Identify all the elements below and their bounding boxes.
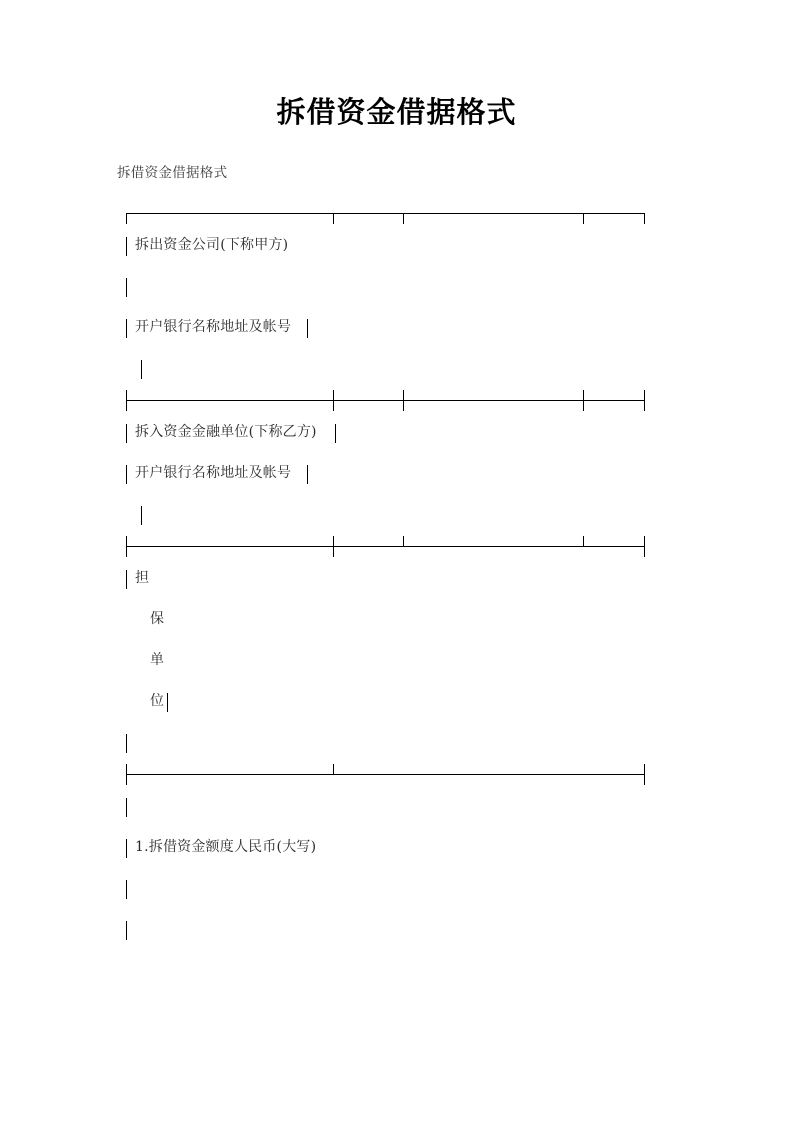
cell-border-pipe bbox=[126, 237, 127, 256]
table-row bbox=[117, 640, 677, 681]
lender-bank-label: 开户银行名称地址及帐号 bbox=[135, 319, 292, 335]
cell-border-pipe bbox=[307, 319, 308, 338]
cell-border-pipe bbox=[126, 424, 127, 443]
cell-border-pipe bbox=[126, 465, 127, 484]
rule-tick bbox=[126, 536, 127, 557]
table-row bbox=[117, 225, 677, 266]
cell-border-pipe bbox=[307, 465, 308, 484]
rule-tick bbox=[644, 213, 645, 224]
cell-border-pipe bbox=[141, 360, 142, 379]
rule-tick bbox=[333, 536, 334, 557]
rule-tick bbox=[126, 390, 127, 411]
guarantor-label-char-2: 保 bbox=[150, 611, 165, 627]
table-row bbox=[117, 453, 677, 494]
table-rule-mid-2 bbox=[117, 535, 677, 558]
rule-tick bbox=[583, 536, 584, 547]
guarantor-label-char-1: 担 bbox=[135, 570, 150, 586]
rule-tick bbox=[644, 764, 645, 785]
rule-tick bbox=[644, 390, 645, 411]
table-row-blank bbox=[117, 868, 677, 909]
cell-border-pipe bbox=[335, 424, 336, 443]
table-row-blank bbox=[117, 786, 677, 827]
rule-tick bbox=[126, 213, 127, 224]
cell-border-pipe bbox=[126, 839, 127, 858]
amount-clause-label: 1.拆借资金额度人民币(大写) bbox=[135, 839, 317, 855]
cell-border-pipe bbox=[141, 506, 142, 525]
table-row bbox=[117, 681, 677, 722]
table-row bbox=[117, 558, 677, 599]
cell-border-pipe bbox=[126, 734, 127, 753]
cell-border-pipe bbox=[126, 570, 127, 589]
cell-border-pipe bbox=[126, 319, 127, 338]
rule-line bbox=[126, 546, 645, 547]
document-body bbox=[117, 162, 677, 950]
rule-line bbox=[126, 400, 645, 401]
table-row-blank bbox=[117, 909, 677, 950]
table-rule-top bbox=[117, 202, 677, 225]
table-row bbox=[117, 412, 677, 453]
table-row-blank bbox=[117, 722, 677, 763]
rule-line bbox=[126, 213, 645, 214]
table-row-blank bbox=[117, 348, 677, 389]
table-row-blank bbox=[117, 266, 677, 307]
page-title: 拆借资金借据格式 bbox=[276, 95, 517, 129]
rule-tick bbox=[583, 390, 584, 411]
guarantor-label-char-3: 单 bbox=[150, 652, 165, 668]
table-rule-mid-1 bbox=[117, 389, 677, 412]
borrower-bank-label: 开户银行名称地址及帐号 bbox=[135, 465, 292, 481]
rule-tick bbox=[403, 213, 404, 224]
cell-border-pipe bbox=[126, 921, 127, 940]
table-row bbox=[117, 827, 677, 868]
rule-tick bbox=[333, 213, 334, 224]
cell-border-pipe bbox=[126, 798, 127, 817]
rule-tick bbox=[126, 764, 127, 785]
lender-name-label: 拆出资金公司(下称甲方) bbox=[135, 237, 289, 253]
rule-tick bbox=[403, 536, 404, 547]
guarantor-label-char-4: 位 bbox=[150, 693, 165, 709]
cell-border-pipe bbox=[126, 278, 127, 297]
document-subtitle: 拆借资金借据格式 bbox=[117, 165, 228, 181]
table-row-blank bbox=[117, 494, 677, 535]
cell-border-pipe bbox=[167, 693, 168, 712]
table-row bbox=[117, 599, 677, 640]
borrower-name-label: 拆入资金金融单位(下称乙方) bbox=[135, 424, 317, 440]
rule-tick bbox=[403, 390, 404, 411]
table-rule-mid-3 bbox=[117, 763, 677, 786]
cell-border-pipe bbox=[126, 880, 127, 899]
rule-line bbox=[126, 774, 645, 775]
table-row bbox=[117, 307, 677, 348]
rule-tick bbox=[333, 390, 334, 411]
loan-note-table bbox=[117, 202, 677, 950]
rule-tick bbox=[333, 764, 334, 775]
rule-tick bbox=[644, 536, 645, 557]
rule-tick bbox=[583, 213, 584, 224]
